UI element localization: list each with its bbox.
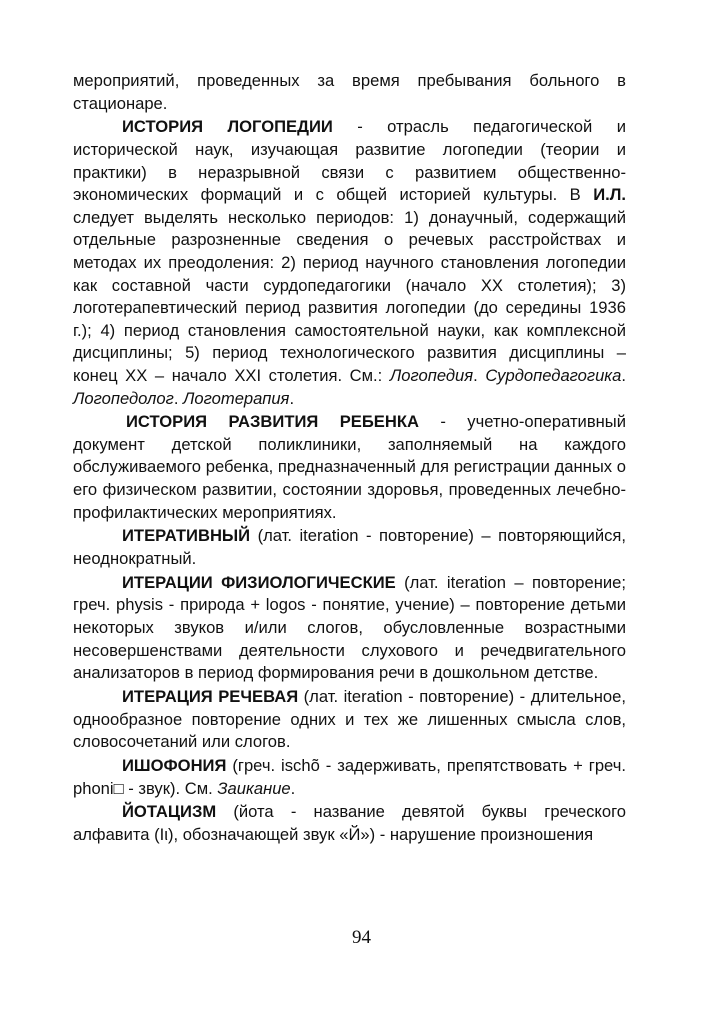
page-body: [73, 70, 626, 848]
entry-definition: - отрасль педагогической и исторической наук, изучающая развитие логопедии (теории и практики) в неразрывной связи с развитием общественно-экономических формаций и с общей историей культуры. В: [73, 117, 626, 205]
entry-definition-cont: следует выделять несколько периодов: 1) донаучный, содержащий отдельные разрозненные сведения о речевых расстройствах и методах их преодоления: 2) период научного становления логопедии как составной части сурдопедагогики (начало XX столетия); 3) логотерапевтический период развития логопедии (до середины 1936 г.); 4) период становления самостоятельной науки, как комплексной дисциплины; 5) период технологического развития дисциплины – конец XX – начало XXI столетия. См.:: [73, 207, 626, 385]
entry-iteratsiya-rechevaya: [73, 686, 626, 754]
continuation-paragraph: мероприятий, проведенных за время пребывания больного в стационаре.: [73, 71, 626, 113]
entry-term: ИСТОРИЯ РАЗВИТИЯ РЕБЕНКА: [126, 412, 419, 432]
entry-definition: (йота - название девятой буквы греческого алфавита (Iι), обозначающей звук «Й») - нарушение произношения: [73, 802, 626, 844]
entry-term: ИТЕРАТИВНЫЙ: [122, 526, 251, 546]
entry-iteratsii-fiziologicheskie: [73, 572, 626, 685]
entry-iterativnyi: [73, 525, 626, 570]
cross-reference: Логотерапия: [183, 388, 290, 408]
entry-abbreviation: И.Л.: [593, 185, 626, 205]
cross-reference: Заикание: [217, 778, 291, 798]
entry-term: ИТЕРАЦИИ ФИЗИОЛОГИЧЕСКИЕ: [122, 572, 396, 592]
entry-term: ИШОФОНИЯ: [122, 755, 227, 775]
entry-term: ИТЕРАЦИЯ РЕЧЕВАЯ: [122, 686, 299, 706]
entry-definition: (лат. iteration - повторение) - длительное, однообразное повторение одних и тех же лишенных смысла слов, словосочетаний или слогов.: [73, 686, 626, 752]
cross-reference: Логопедия: [389, 365, 474, 385]
entry-end: .: [290, 778, 296, 798]
entry-definition: (лат. iteration – повторение; греч. physis - природа + logos - понятие, учение) – повторение детьми некоторых звуков и/или слогов, обусловленные возрастными несовершенствами деятельности слухового и речедвигательного анализаторов в период формирования речи в дошкольном детстве.: [73, 572, 627, 683]
entry-definition: (лат. iteration - повторение) – повторяющийся, неоднократный.: [73, 526, 626, 569]
entry-istoriya-logopedii: ИСТОРИЯ ЛОГОПЕДИИ - отрасль педагогической и исторической наук, изучающая развитие логопедии (теории и практики) в неразрывной связи с развитием общественно-экономических формаций и с общей историей культуры. В И.Л. следует выделять несколько периодов: 1) донаучный, содержащий отдельные разрозненные сведения о речевых расстройствах и методах их преодоления: 2) период научного становления логопедии как составной части сурдопедагогики (начало XX столетия); 3) логотерапевтический период развития логопедии (до середины 1936 г.); 4) период становления самостоятельной науки, как комплексной дисциплины; 5) период технологического развития дисциплины – конец XX – начало XXI столетия. См.: Логопедия. Сурдопедагогика. Логопедолог. Логотерапия.: [73, 117, 626, 408]
entry-term: ИСТОРИЯ ЛОГОПЕДИИ: [122, 117, 333, 137]
entry-iotatsizm: [73, 801, 626, 846]
entry-ishofoniya: [73, 755, 626, 800]
cross-reference: Логопедолог: [73, 388, 174, 408]
entry-term: ЙОТАЦИЗМ: [122, 802, 217, 822]
cross-reference: Сурдопедагогика: [485, 365, 622, 385]
entry-definition: (греч. ischõ - задерживать, препятствовать + греч. phoni□ - звук). См.: [73, 755, 626, 798]
page-number: 94: [352, 927, 371, 948]
entry-definition: - учетно-оперативный документ детской поликлиники, заполняемый на каждого обслуживаемого ребенка, предназначенный для регистрации данных о его физическом развитии, состоянии здоровья, проведенных лечебно-профилактических мероприятиях.: [73, 412, 626, 522]
entry-istoriya-razvitiya: [73, 411, 626, 524]
